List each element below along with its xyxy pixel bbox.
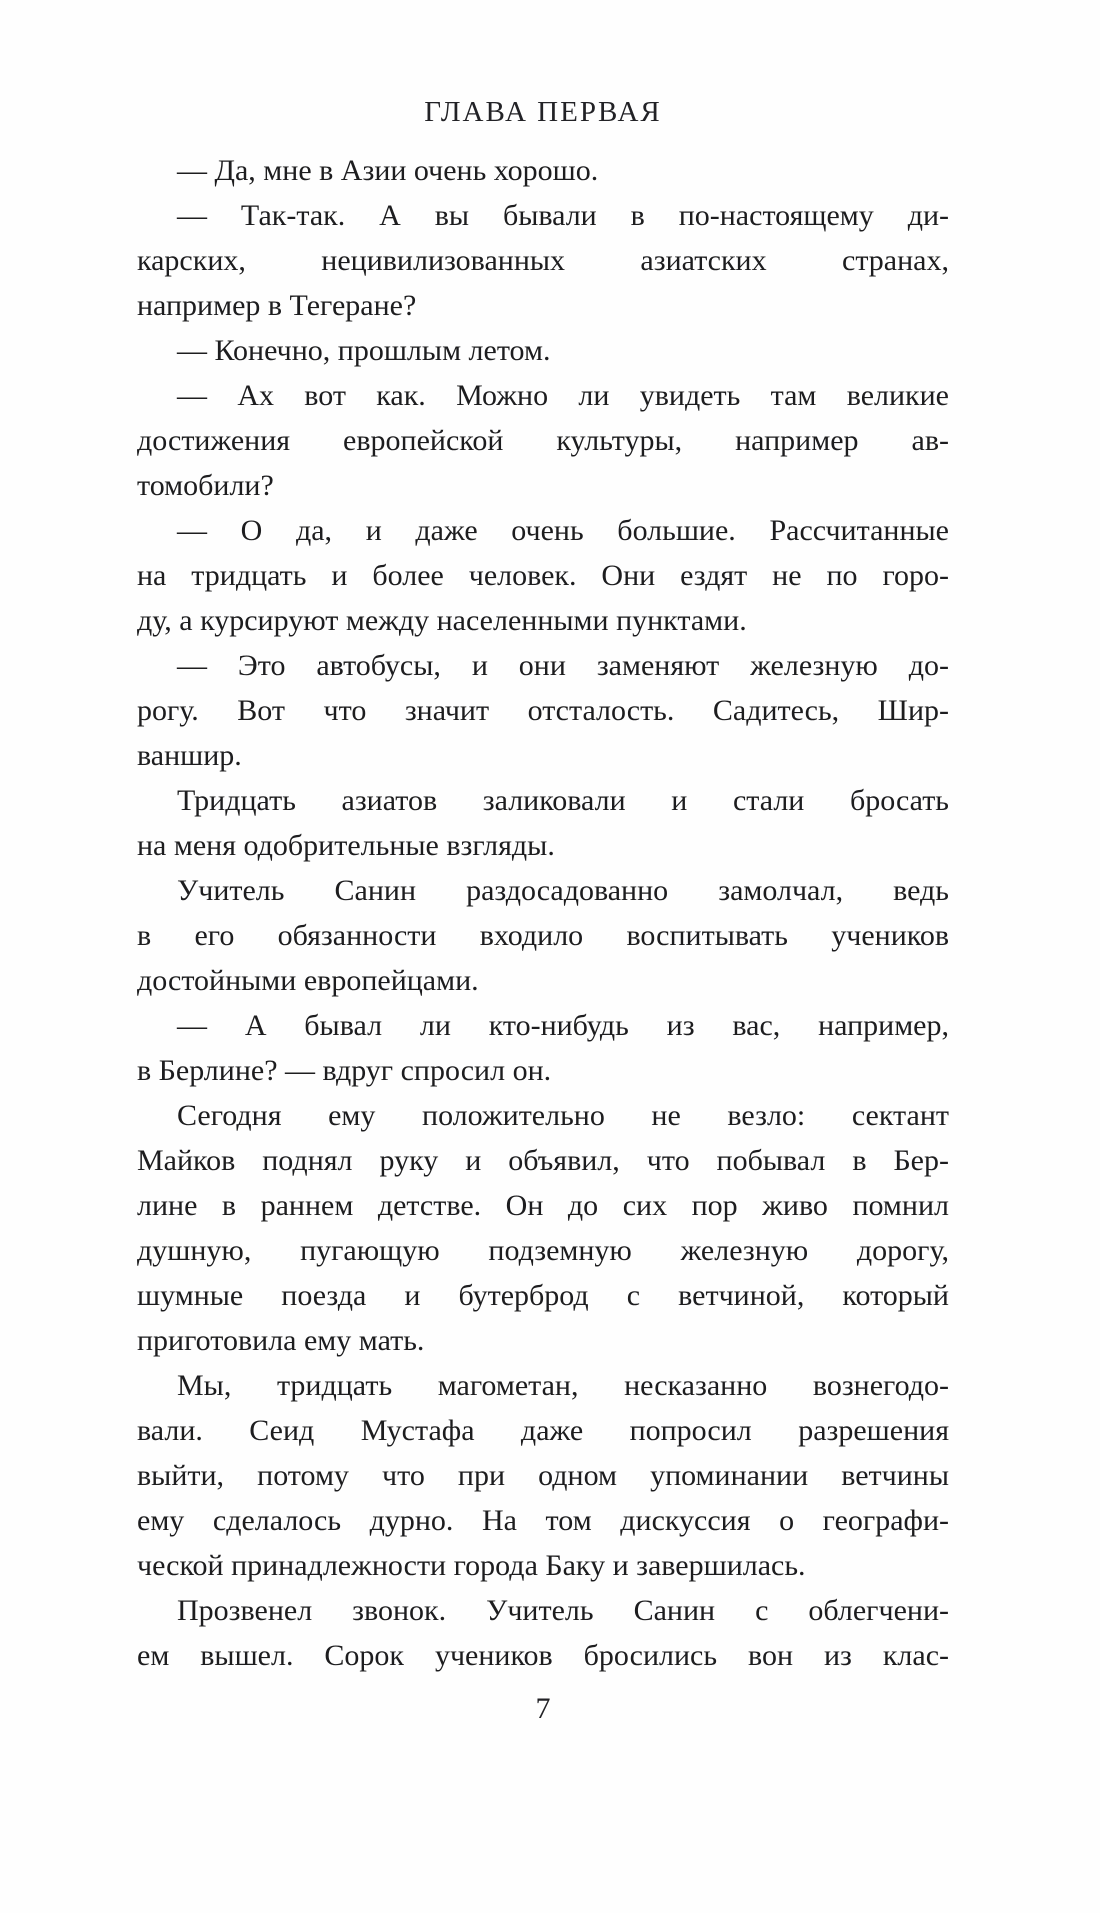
paragraph: [137, 1363, 949, 1588]
paragraph: [137, 643, 949, 778]
text-line: в Берлине? — вдруг спросил он.: [137, 1054, 552, 1087]
text-line: карских, нецивилизованных азиатских странах,: [137, 244, 949, 277]
text-line: лине в раннем детстве. Он до сих пор живо помнил: [137, 1189, 949, 1222]
text-line: — О да, и даже очень большие. Рассчитанные: [177, 514, 949, 547]
text-line: — Это автобусы, и они заменяют железную до-: [177, 649, 949, 682]
text-line: душную, пугающую подземную железную дорогу,: [137, 1234, 949, 1267]
text-line: выйти, потому что при одном упоминании ветчины: [137, 1459, 949, 1492]
paragraph: [137, 508, 949, 643]
paragraph: [137, 328, 949, 373]
text-line: например в Тегеране?: [137, 289, 417, 322]
text-line: Прозвенел звонок. Учитель Санин с облегчени-: [177, 1594, 949, 1627]
text-line: — Да, мне в Азии очень хорошо.: [177, 154, 599, 187]
page-number: 7: [535, 1692, 551, 1725]
paragraph: [137, 1003, 949, 1093]
text-line: ваншир.: [137, 739, 242, 772]
text-line: ем вышел. Сорок учеников бросились вон из клас-: [137, 1639, 949, 1672]
text-line: вали. Сеид Мустафа даже попросил разрешения: [137, 1414, 949, 1447]
text-line: ему сделалось дурно. На том дискуссия о географи-: [137, 1504, 949, 1537]
text-line: — Конечно, прошлым летом.: [177, 334, 551, 367]
text-line: приготовила ему мать.: [137, 1324, 425, 1357]
paragraph: [137, 868, 949, 1003]
text-line: Майков поднял руку и объявил, что побывал в Бер-: [137, 1144, 949, 1177]
text-line: ду, а курсируют между населенными пунктами.: [137, 604, 747, 637]
text-line: достойными европейцами.: [137, 964, 479, 997]
paragraph: [137, 1093, 949, 1363]
paragraph: [137, 148, 949, 193]
text-line: шумные поезда и бутерброд с ветчиной, который: [137, 1279, 949, 1312]
text-line: ческой принадлежности города Баку и завершилась.: [137, 1549, 806, 1582]
paragraph: [137, 193, 949, 328]
text-line: достижения европейской культуры, например ав-: [137, 424, 949, 457]
text-line: рогу. Вот что значит отсталость. Садитесь, Шир-: [137, 694, 949, 727]
text-line: Тридцать азиатов заликовали и стали бросать: [177, 784, 949, 817]
page-body: [137, 148, 949, 1678]
paragraph: [137, 778, 949, 868]
text-line: в его обязанности входило воспитывать учеников: [137, 919, 949, 952]
chapter-heading: ГЛАВА ПЕРВАЯ: [424, 96, 662, 128]
text-line: Мы, тридцать магометан, несказанно вознегодо-: [177, 1369, 949, 1402]
text-line: — А бывал ли кто-нибудь из вас, например,: [177, 1009, 949, 1042]
text-line: Учитель Санин раздосадованно замолчал, ведь: [177, 874, 949, 907]
text-line: — Ах вот как. Можно ли увидеть там великие: [177, 379, 949, 412]
text-line: томобили?: [137, 469, 274, 502]
text-line: — Так-так. А вы бывали в по-настоящему ди-: [177, 199, 949, 232]
paragraph: [137, 1588, 949, 1678]
text-line: на меня одобрительные взгляды.: [137, 829, 555, 862]
text-line: Сегодня ему положительно не везло: сектант: [177, 1099, 949, 1132]
text-line: на тридцать и более человек. Они ездят не по горо-: [137, 559, 949, 592]
paragraph: [137, 373, 949, 508]
